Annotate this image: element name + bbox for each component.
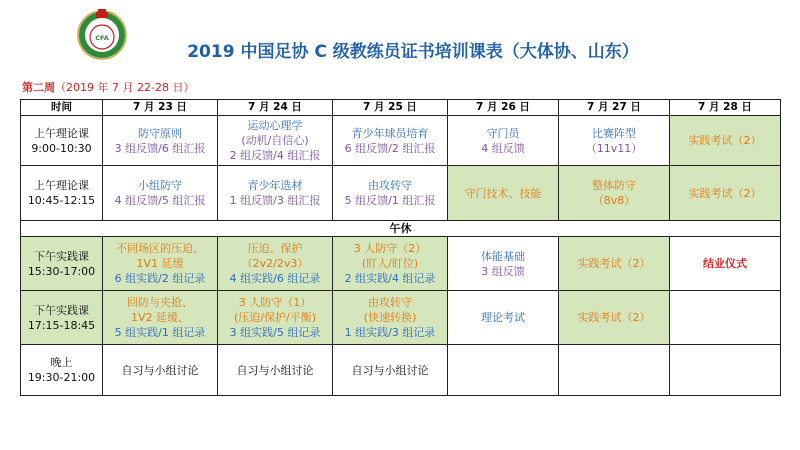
week-heading [22,79,194,95]
table-row [21,116,781,166]
session-title: 青少年选材 [247,179,303,192]
session-detail: (压迫/保护/平衡) [234,311,316,324]
schedule-table [20,99,781,396]
session-cell [103,166,218,221]
time-slot-cell [21,345,103,396]
column-header: 7 月 24 日 [218,100,333,116]
session-cell [670,166,781,221]
session-title: 由攻转守 [368,296,412,309]
session-detail: 2 组反馈/4 组汇报 [229,149,321,162]
slot-type: 上午理论课 [34,179,89,192]
session-cell [559,116,670,166]
session-title: 3 人防守（1） [238,296,312,309]
session-cell [103,237,218,291]
week-range: （2019 年 7 月 22-28 日） [55,81,195,94]
slot-time: 17:15-18:45 [27,318,96,332]
session-detail: 6 组实践/2 组记录 [114,272,206,285]
session-title: 自习与小组讨论 [121,363,199,377]
session-detail: 6 组反馈/2 组汇报 [344,141,436,155]
column-header: 7 月 23 日 [103,100,218,116]
session-title: 青少年球员培育 [351,126,429,140]
session-title: 理论考试 [481,311,525,324]
lunch-break-cell: 午休 [21,221,781,237]
session-detail: (动机/自信心) [241,134,309,147]
table-row [21,291,781,345]
session-detail: 1 组反馈/3 组汇报 [229,194,321,207]
session-detail: (快速转换) [363,311,417,324]
session-title: 3 人防守（2） [353,242,427,255]
table-row [21,345,781,396]
empty-cell [448,345,559,396]
session-cell [333,116,448,166]
session-title: 回防与夹抢、 [127,296,193,309]
session-detail: 2 组实践/4 组记录 [344,272,436,285]
session-cell [559,166,670,221]
session-detail: 4 组反馈/5 组汇报 [114,194,206,207]
session-cell [333,166,448,221]
session-cell [448,166,559,221]
session-detail: 3 组反馈/6 组汇报 [114,141,206,155]
session-title: 小组防守 [138,179,182,192]
column-header: 时间 [21,100,103,116]
table-row [21,221,781,237]
session-cell [103,116,218,166]
slot-time: 9:00-10:30 [31,141,92,155]
session-title: 防守原则 [138,126,182,140]
session-detail: （8v8） [592,194,636,207]
session-title: 实践考试（2） [688,134,762,147]
session-detail: 4 组反馈 [481,141,525,155]
session-cell [559,237,670,291]
session-detail: （11v11） [585,141,643,155]
session-detail: 5 组实践/1 组记录 [114,326,206,339]
time-slot-cell [21,237,103,291]
session-title: 守门员 [486,126,520,140]
session-cell [448,237,559,291]
session-cell [218,116,333,166]
session-detail: 3 组实践/5 组记录 [229,326,321,339]
table-row [21,166,781,221]
session-detail: (盯人/盯位) [361,257,419,270]
slot-type: 上午理论课 [34,126,89,140]
svg-text:CFA: CFA [95,34,109,42]
column-header: 7 月 25 日 [333,100,448,116]
session-title: 运动心理学 [247,119,303,132]
session-cell [333,345,448,396]
column-header: 7 月 26 日 [448,100,559,116]
page-title: 2019 中国足协 C 级教练员证书培训课表（大体协、山东） [187,42,639,62]
session-title: 自习与小组讨论 [236,363,314,377]
session-detail: 5 组反馈/1 组汇报 [344,194,436,207]
time-slot-cell [21,166,103,221]
empty-cell [559,345,670,396]
session-cell [333,237,448,291]
session-cell [218,166,333,221]
session-cell [103,345,218,396]
session-cell [448,291,559,345]
session-detail: 4 组实践/6 组记录 [229,272,321,285]
session-cell [218,237,333,291]
session-cell [670,237,781,291]
session-detail: 1V2 延缓、 [130,311,190,324]
session-cell [448,116,559,166]
session-title: 结业仪式 [703,257,747,270]
session-cell [218,345,333,396]
empty-cell [670,291,781,345]
session-cell [670,116,781,166]
session-detail: 3 组反馈 [481,264,525,278]
session-title: 不同场区的压迫、 [116,242,204,255]
session-title: 守门技术、技能 [464,186,542,200]
cfa-logo-icon [76,8,128,60]
session-title: 实践考试（2） [688,186,762,200]
session-cell [333,291,448,345]
slot-type: 晚上 [50,356,73,369]
slot-type: 下午实践课 [34,249,89,263]
session-title: 体能基础 [481,249,525,263]
session-detail: （2v2/2v3） [241,257,309,270]
header-row [21,100,781,116]
slot-time: 15:30-17:00 [27,264,96,278]
session-title: 压迫、保护 [247,242,303,255]
session-title: 由攻转守 [368,179,412,192]
slot-type: 下午实践课 [34,303,89,317]
time-slot-cell [21,116,103,166]
slot-time: 19:30-21:00 [27,371,96,384]
session-detail: 1V1 延缓 [136,257,184,270]
session-cell [103,291,218,345]
slot-time: 10:45-12:15 [27,194,96,207]
column-header: 7 月 27 日 [559,100,670,116]
column-header: 7 月 28 日 [670,100,781,116]
empty-cell [670,345,781,396]
schedule-body [21,116,781,396]
session-title: 比赛阵型 [592,126,636,140]
time-slot-cell [21,291,103,345]
session-cell [559,291,670,345]
table-row [21,237,781,291]
session-title: 实践考试（2） [577,257,651,270]
session-title: 实践考试（2） [577,311,651,324]
session-title: 自习与小组讨论 [351,363,429,377]
session-title: 整体防守 [592,179,636,192]
session-detail: 1 组实践/3 组记录 [344,326,436,339]
session-cell [218,291,333,345]
week-label: 第二周 [22,81,55,94]
